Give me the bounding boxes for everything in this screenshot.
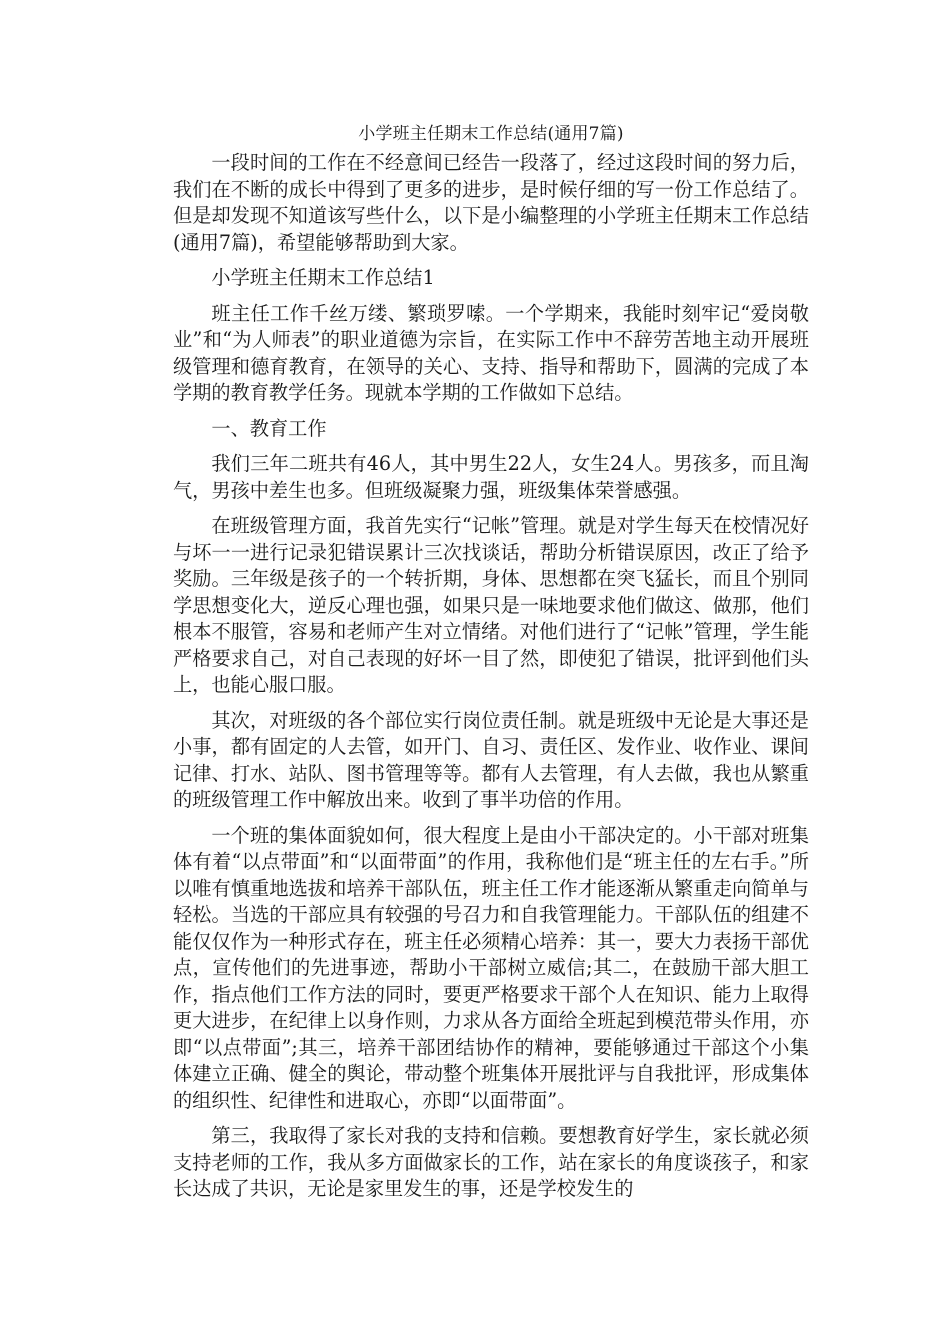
paragraph-3: 在班级管理方面，我首先实行“记帐”管理。就是对学生每天在校情况好与坏一一进行记录犯错误累计三次找谈话，帮助分析错误原因，改正了给予奖励。三年级是孩子的一个转折期，身体、思想都在突飞猛长，而且个别同学思想变化大，逆反心理也强，如果只是一味地要求他们做这、做那，他们根本不服管，容易和老师产生对立情绪。对他们进行了“记帐”管理，学生能严格要求自己，对自己表现的好坏一目了然，即使犯了错误，批评到他们头上，也能心服口服。	[173, 514, 809, 696]
paragraph-1: 班主任工作千丝万缕、繁琐罗嗦。一个学期来，我能时刻牢记“爱岗敬业”和“为人师表”的职业道德为宗旨，在实际工作中不辞劳苦地主动开展班级管理和德育教育，在领导的关心、支持、指导和帮助下，圆满的完成了本学期的教育教学任务。现就本学期的工作做如下总结。	[173, 301, 809, 404]
section-title-1: 小学班主任期末工作总结1	[211, 266, 435, 289]
intro-paragraph: 一段时间的工作在不经意间已经告一段落了，经过这段时间的努力后，我们在不断的成长中得到了更多的进步，是时候仔细的写一份工作总结了。但是却发现不知道该写些什么，以下是小编整理的小学班主任期末工作总结(通用7篇)，希望能够帮助到大家。	[173, 151, 809, 254]
document-title: 小学班主任期末工作总结(通用7篇)	[358, 124, 624, 144]
paragraph-5: 一个班的集体面貌如何，很大程度上是由小干部决定的。小干部对班集体有着“以点带面”和“以面带面”的作用，我称他们是“班主任的左右手。”所以唯有慎重地选拔和培养干部队伍，班主任工作才能逐渐从繁重走向简单与轻松。当选的干部应具有较强的号召力和自我管理能力。干部队伍的组建不能仅仅作为一种形式存在，班主任必须精心培养：其一，要大力表扬干部优点，宣传他们的先进事迹，帮助小干部树立威信;其二，在鼓励干部大胆工作，指点他们工作方法的同时，要更严格要求干部个人在知识、能力上取得更大进步，在纪律上以身作则，力求从各方面给全班起到模范带头作用，亦即“以点带面”;其三，培养干部团结协作的精神，要能够通过干部这个小集体建立正确、健全的舆论，带动整个班集体开展批评与自我批评，形成集体的组织性、纪律性和进取心，亦即“以面带面”。	[173, 823, 809, 1112]
paragraph-6: 第三，我取得了家长对我的支持和信赖。要想教育好学生，家长就必须支持老师的工作，我从多方面做家长的工作，站在家长的角度谈孩子，和家长达成了共识，无论是家里发生的事，还是学校发生的	[173, 1124, 809, 1200]
paragraph-2: 我们三年二班共有46人，其中男生22人，女生24人。男孩多，而且淘气，男孩中差生也多。但班级凝聚力强，班级集体荣誉感强。	[173, 452, 809, 502]
heading-education-work: 一、教育工作	[211, 416, 327, 440]
paragraph-4: 其次，对班级的各个部位实行岗位责任制。就是班级中无论是大事还是小事，都有固定的人去管，如开门、自习、责任区、发作业、收作业、课间记律、打水、站队、图书管理等等。都有人去管理，有人去做，我也从繁重的班级管理工作中解放出来。收到了事半功倍的作用。	[173, 708, 809, 811]
document-page	[173, 120, 809, 1212]
